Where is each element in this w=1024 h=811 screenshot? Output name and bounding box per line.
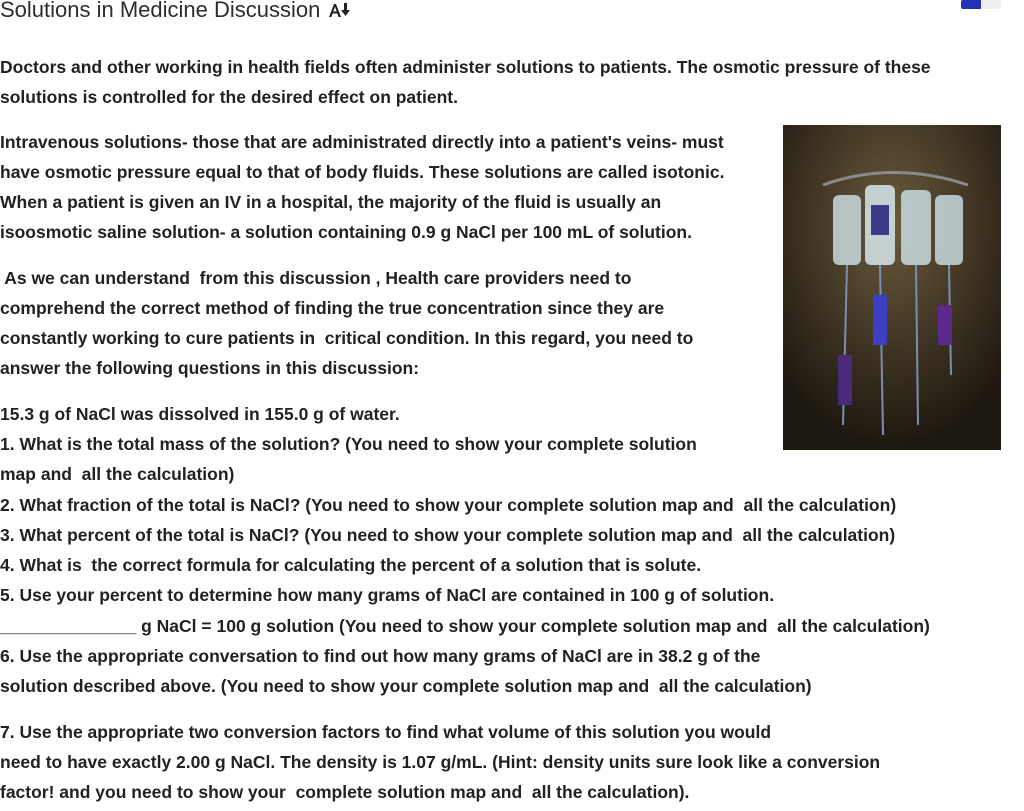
paragraph-1-line: solutions is controlled for the desired effect on patient. <box>0 87 458 107</box>
paragraph-4-line: 3. What percent of the total is NaCl? (You need to show your complete solution map and all the calculation) <box>0 525 896 545</box>
paragraph-3-line: As we can understand from this discussion , Health care providers need to <box>0 268 632 288</box>
paragraph-2-line: have osmotic pressure equal to that of body fluids. These solutions are called isotonic. <box>0 162 725 182</box>
paragraph-4-line: 2. What fraction of the total is NaCl? (You need to show your complete solution map and all the calculation) <box>0 495 897 515</box>
paragraph-4-line: map and all the calculation) <box>0 464 235 484</box>
paragraph-4-line: 4. What is the correct formula for calculating the percent of a solution that is solute. <box>0 555 702 575</box>
iv-bags-photo <box>783 125 1001 450</box>
paragraph-2-line: isoosmotic saline solution- a solution containing 0.9 g NaCl per 100 mL of solution. <box>0 222 692 242</box>
paragraph-5-line: 7. Use the appropriate two conversion factors to find what volume of this solution you would <box>0 722 772 742</box>
paragraph-4-line: 5. Use your percent to determine how many grams of NaCl are contained in 100 g of solution. <box>0 585 775 605</box>
paragraph-1-line: Doctors and other working in health fields often administer solutions to patients. The osmotic pressure of these <box>0 57 931 77</box>
paragraph-3-line: constantly working to cure patients in critical condition. In this regard, you need to <box>0 328 694 348</box>
paragraph-4-line: 15.3 g of NaCl was dissolved in 155.0 g of water. <box>0 404 400 424</box>
paragraph-5-line: need to have exactly 2.00 g NaCl. The density is 1.07 g/mL. (Hint: density units sure look like a conversion <box>0 752 881 772</box>
paragraph-4-line: 6. Use the appropriate conversation to find out how many grams of NaCl are in 38.2 g of the <box>0 646 761 666</box>
paragraph-3-line: answer the following questions in this discussion: <box>0 358 420 378</box>
paragraph-2-line: Intravenous solutions- those that are administrated directly into a patient's veins- must <box>0 132 724 152</box>
paragraph-4-line: ______________ g NaCl = 100 g solution (You need to show your complete solution map and all the calculation) <box>0 616 930 636</box>
paragraph-3-line: comprehend the correct method of finding the true concentration since they are <box>0 298 665 318</box>
page-badge[interactable] <box>961 0 1001 9</box>
text-format-icon[interactable] <box>328 1 350 19</box>
paragraph-4-line: 1. What is the total mass of the solution? (You need to show your complete solution <box>0 434 697 454</box>
paragraph-4-line: solution described above. (You need to show your complete solution map and all the calculation) <box>0 676 812 696</box>
page-title <box>0 0 350 23</box>
title-text: Solutions in Medicine Discussion <box>0 0 321 22</box>
paragraph-5-line: factor! and you need to show your complete solution map and all the calculation). <box>0 782 690 802</box>
paragraph-2-line: When a patient is given an IV in a hospital, the majority of the fluid is usually an <box>0 192 662 212</box>
